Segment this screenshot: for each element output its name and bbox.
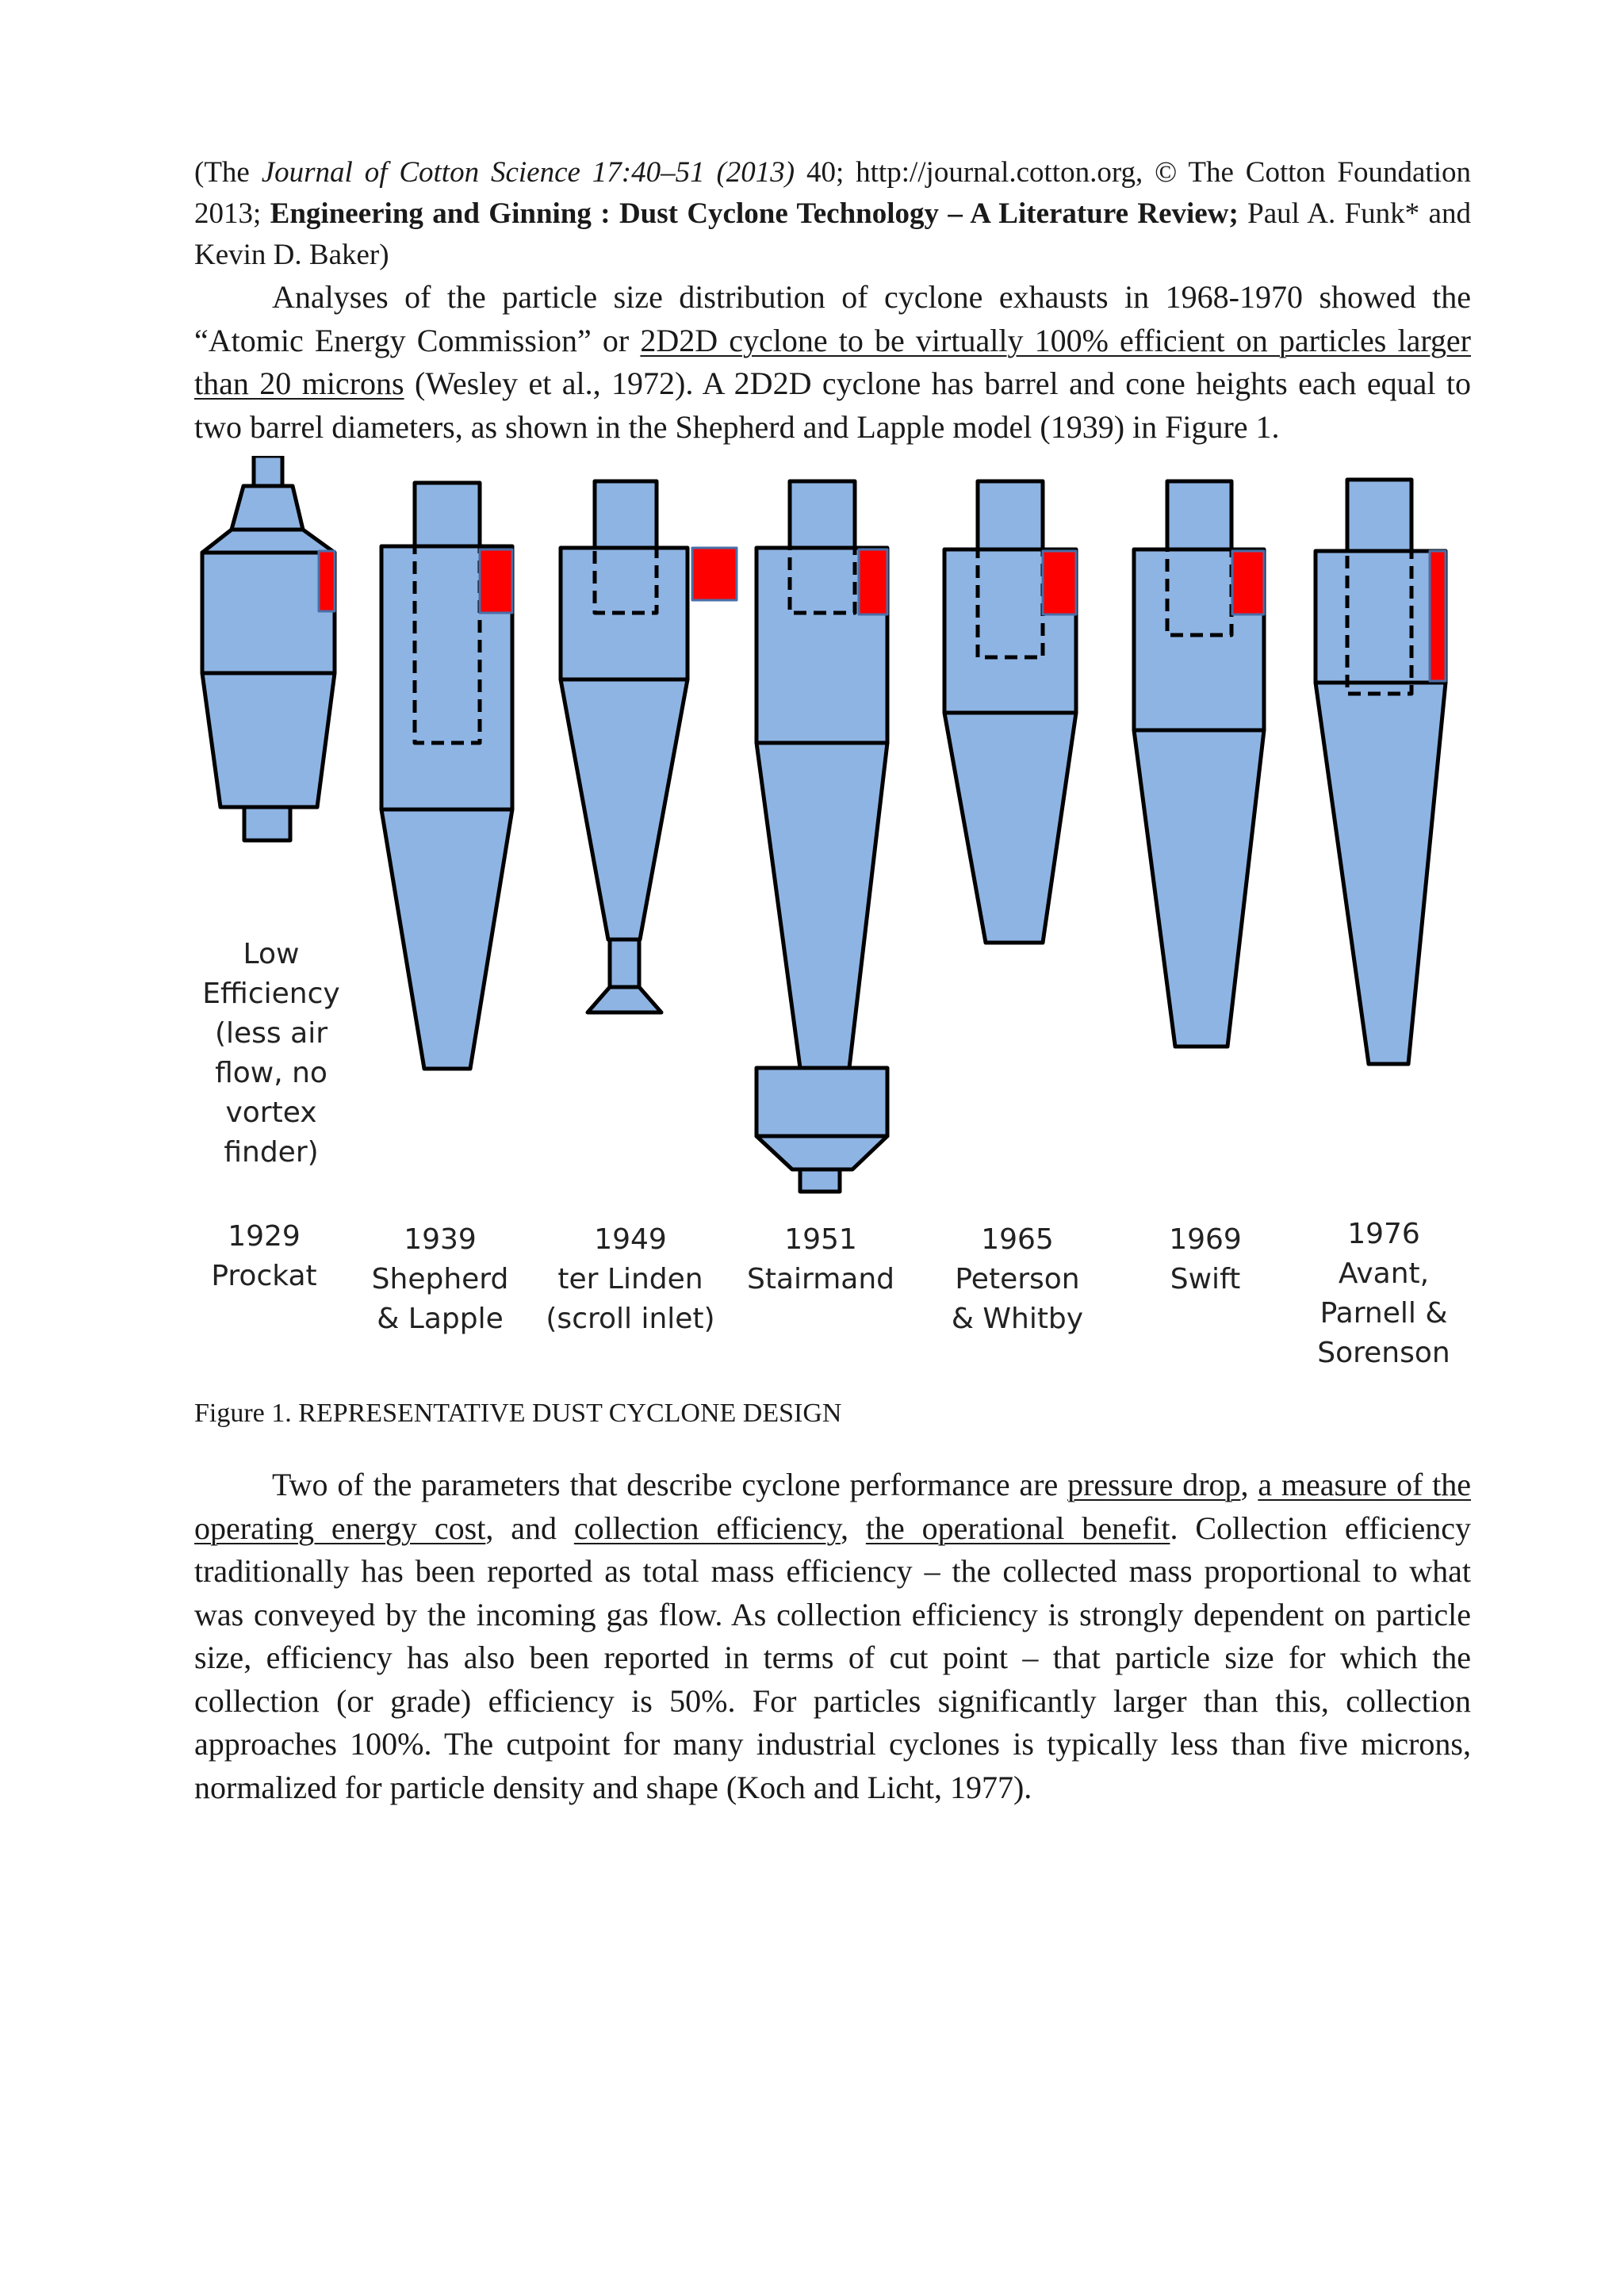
label-name: & Whitby [951,1303,1084,1335]
note-line: Efficiency [202,978,340,1010]
label-name: Prockat [211,1260,317,1292]
design-labels [211,1218,1450,1369]
article-authors: Paul A. Funk* and Kevin D. Baker) [194,197,1471,271]
inlet-1949 [692,548,737,600]
label-name: Shepherd [371,1263,509,1295]
note-line: finder) [224,1136,319,1169]
note-line: (less air [214,1017,328,1050]
citation-line: (The Journal of Cotton Science 17:40–51 (2013) 40; http://journal.cotton.org, © The Cotton Foundation 2013; Engineering and Ginning : Dust Cyclone Technology – A Literature Review; Paul A. Funk* and Kevin D. Baker) [194,156,1471,271]
label-name: & Lapple [377,1303,504,1335]
cyclone-1929-prockat [202,456,335,840]
underlined-claim: 2D2D cyclone to be virtually 100% efficient on particles larger than 20 microns [194,322,1471,401]
term-pressure-drop: pressure drop [1067,1467,1241,1502]
cyclone-1951-stairmand [756,481,887,1192]
label-year: 1929 [228,1220,301,1253]
term-operational-benefit: the operational benefit [865,1510,1170,1546]
label-year: 1969 [1169,1223,1242,1256]
paragraph-2-block [194,1464,1471,1809]
label-name: Parnell & [1320,1297,1448,1330]
label-name: Peterson [955,1263,1080,1295]
label-year: 1949 [594,1223,667,1256]
cyclone-diagram [194,456,1503,1376]
label-name: Stairmand [747,1263,894,1295]
cyclone-1949-ter-linden [561,481,737,1012]
note-line: flow, no [215,1057,327,1089]
label-name: Swift [1170,1263,1241,1295]
article-title: Engineering and Ginning : Dust Cyclone Technology – A Literature Review; [270,197,1239,230]
inlet-1969 [1232,551,1264,614]
paragraph-1: Analyses of the particle size distribution of cyclone exhausts in 1968-1970 showed the “Atomic Energy Commission” or 2D2D cyclone to be virtually 100% efficient on particles larger than 20 microns (Wesley et al., 1972). A 2D2D cyclone has barrel and cone heights each equal to two barrel diameters, as shown in the Shepherd and Lapple model (1939) in Figure 1. [194,279,1471,445]
cyclone-1976-avant-parnell-sorenson [1316,480,1446,1064]
inlet-1965 [1043,551,1076,614]
low-efficiency-note [202,938,339,1169]
note-line: Low [243,938,300,970]
label-year: 1939 [404,1223,477,1256]
journal-url: 40; http://journal.cotton.org, © The Cotton Foundation 2013; [194,156,1471,230]
note-line: vortex [225,1096,317,1129]
figure-caption: Figure 1. REPRESENTATIVE DUST CYCLONE DESIGN [194,1399,842,1428]
term-energy-cost: a measure of the operating energy cost [194,1467,1472,1546]
header-block [194,152,1471,449]
journal-name: Journal of Cotton Science 17:40–51 (2013) [261,156,795,189]
term-collection-efficiency: collection efficiency [573,1510,841,1546]
inlet-1951 [859,549,887,614]
cyclone-1969-swift [1134,481,1264,1047]
cyclone-1939-shepherd-lapple [381,483,512,1069]
cyclone-1965-peterson-whitby [944,481,1076,943]
label-name: ter Linden [557,1263,703,1295]
inlet-1976 [1430,551,1446,681]
label-name: Avant, [1338,1257,1430,1290]
figure-1 [194,456,1503,1376]
label-year: 1976 [1347,1218,1420,1250]
label-year: 1951 [784,1223,857,1256]
label-name: Sorenson [1317,1337,1450,1369]
label-name: (scroll inlet) [546,1303,715,1335]
inlet-1929 [319,551,335,611]
paragraph-2: Two of the parameters that describe cyclone performance are pressure drop, a measure of the operating energy cost, and collection efficiency, the operational benefit. Collection efficiency traditionally has been reported as total mass efficiency – the collected mass proportional to what was conveyed by the incoming gas flow. As collection efficiency is strongly dependent on particle size, efficiency has also been reported in terms of cut point – that particle size for which the collection (or grade) efficiency is 50%. For particles significantly larger than this, collection approaches 100%. The cutpoint for many industrial cyclones is typically less than five microns, normalized for particle density and shape (Koch and Licht, 1977). [194,1467,1472,1805]
label-year: 1965 [981,1223,1054,1256]
inlet-1939 [480,549,512,613]
